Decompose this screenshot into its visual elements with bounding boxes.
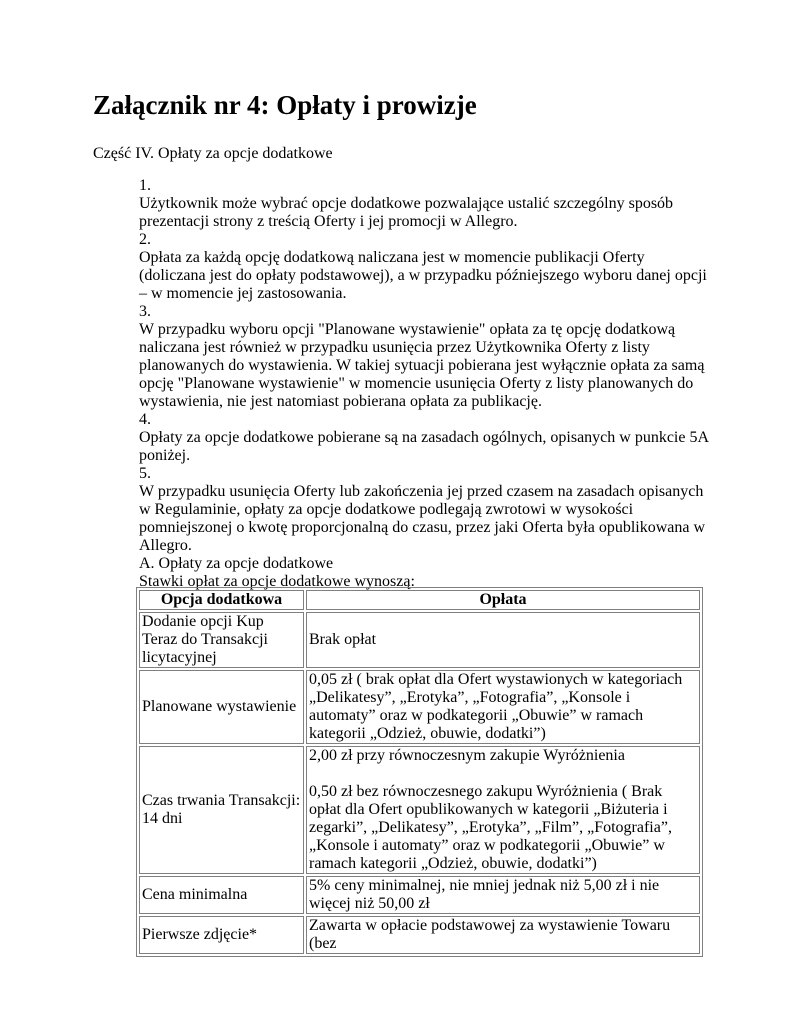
table-intro: Stawki opłat za opcje dodatkowe wynoszą: (139, 573, 415, 590)
option-cell: Dodanie opcji Kup Teraz do Transakcji licytacyjnej (139, 612, 304, 668)
fee-text: 2,00 zł przy równoczesnym zakupie Wyróżnienia (309, 747, 625, 764)
fee-cell: Brak opłat (306, 612, 700, 668)
fee-cell: Zawarta w opłacie podstawowej za wystawienie Towaru (bez (306, 916, 700, 954)
table-row (139, 876, 700, 914)
option-cell: Cena minimalna (139, 876, 304, 914)
page-title: Załącznik nr 4: Opłaty i prowizje (93, 90, 477, 120)
item-text: W przypadku usunięcia Oferty lub zakończenia jej przed czasem na zasadach opisanych w Regulaminie, opłaty za opcje dodatkowe podlegają zwrotowi w wysokości pomniejszonej o kwotę proporcjonalną do czasu, przez jaki Oferta była opublikowana w Allegro. (139, 483, 706, 554)
fee-cell: 5% ceny minimalnej, nie mniej jednak niż 5,00 zł i nie więcej niż 50,00 zł (306, 876, 700, 914)
section-heading: Część IV. Opłaty za opcje dodatkowe (93, 145, 333, 162)
item-text: Opłata za każdą opcję dodatkową naliczana jest w momencie publikacji Oferty (doliczana jest do opłaty podstawowej), a w przypadku późniejszego wyboru danej opcji – w momencie jej zastosowania. (139, 249, 707, 302)
item-text: Opłaty za opcje dodatkowe pobierane są na zasadach ogólnych, opisanych w punkcie 5A poniżej. (139, 429, 709, 464)
item-text: W przypadku wyboru opcji "Planowane wystawienie" opłata za tę opcję dodatkową naliczana jest również w przypadku usunięcia przez Użytkownika Oferty z listy planowanych do wystawienia. W takiej sytuacji pobierana jest wyłącznie opłata za samą opcję "Planowane wystawienie" w momencie usunięcia Oferty z listy planowanych do wystawienia, nie jest natomiast pobierana opłata za publikację. (139, 321, 705, 410)
table-row (139, 916, 700, 954)
table-header-fee: Opłata (306, 590, 700, 610)
table-header-option: Opcja dodatkowa (139, 590, 304, 610)
fee-cell (306, 746, 700, 874)
fees-table (136, 587, 703, 957)
spacer (309, 765, 697, 783)
item-text: Użytkownik może wybrać opcje dodatkowe pozwalające ustalić szczególny sposób prezentacji strony z treścią Oferty i jej promocji w Allegro. (139, 195, 674, 230)
table-row (139, 670, 700, 744)
item-number: 2. (139, 231, 151, 248)
item-number: 1. (139, 177, 151, 194)
fee-text: 0,50 zł bez równoczesnego zakupu Wyróżnienia ( Brak opłat dla Ofert opublikowanych w kategorii „Biżuteria i zegarki”, „Delikatesy”, „Erotyka”, „Film”, „Fotografia”, „Konsole i automaty” oraz w podkategorii „Obuwie” w ramach kategorii „Odzież, obuwie, dodatki”) (309, 783, 672, 872)
fee-cell: 0,05 zł ( brak opłat dla Ofert wystawionych w kategoriach „Delikatesy”, „Erotyka”, „Fotografia”, „Konsole i automaty” oraz w podkategorii „Obuwie” w ramach kategorii „Odzież, obuwie, dodatki”) (306, 670, 700, 744)
item-number: 3. (139, 303, 151, 320)
option-cell: Czas trwania Transakcji: 14 dni (139, 746, 304, 874)
option-cell: Pierwsze zdjęcie* (139, 916, 304, 954)
item-number: 5. (139, 465, 151, 482)
document-content (139, 177, 709, 591)
subheading: A. Opłaty za opcje dodatkowe (139, 555, 334, 572)
option-cell: Planowane wystawienie (139, 670, 304, 744)
table-row (139, 612, 700, 668)
table-row (139, 746, 700, 874)
table-header-row (139, 590, 700, 610)
item-number: 4. (139, 411, 151, 428)
